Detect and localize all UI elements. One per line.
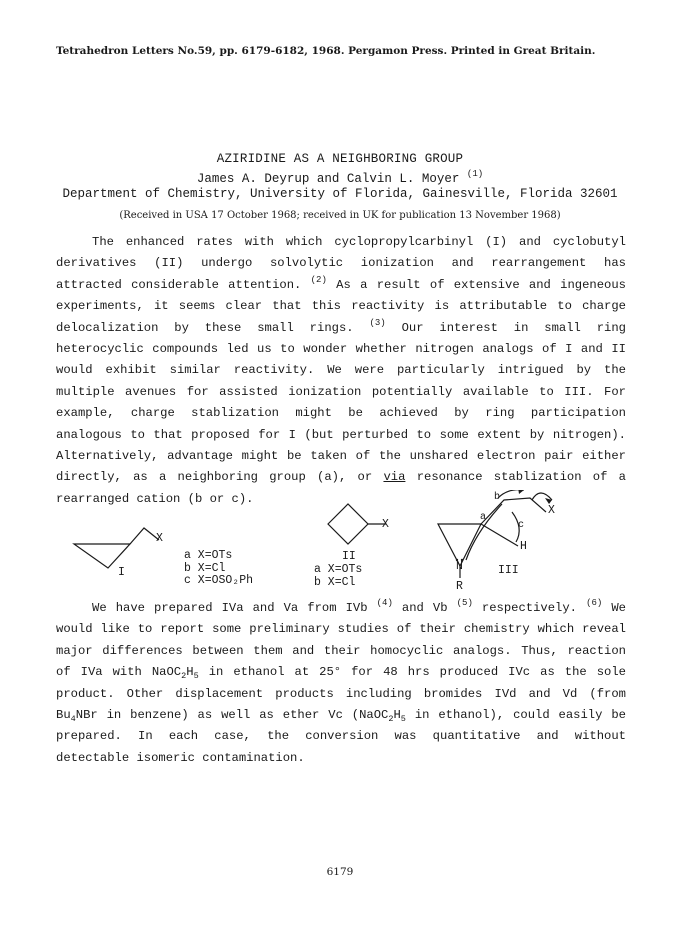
p1-text-4: resonance stablization of a rearranged cation (b or c).	[56, 470, 626, 506]
ii-label: II	[342, 550, 356, 563]
iii-x-label: X	[548, 504, 555, 517]
via-word: via	[383, 470, 406, 485]
p2-text-8: H	[393, 708, 401, 723]
ref-5: (5)	[456, 598, 473, 608]
p2-text-3: respectively.	[481, 601, 577, 615]
affiliation: Department of Chemistry, University of Florida, Gainesville, Florida 32601	[62, 187, 618, 201]
ref-6: (6)	[586, 598, 603, 608]
p2-text-6: in ethanol at 25° for 48 hrs produced IVc as the sole product. Other displacement products including bromides IVd and Vd (from Bu	[56, 665, 626, 723]
ii-x-label: X	[382, 518, 389, 531]
iii-a-label: a	[480, 512, 487, 523]
i-label: I	[118, 566, 125, 579]
ref-2: (2)	[310, 274, 327, 285]
article-title: AZIRIDINE AS A NEIGHBORING GROUP	[216, 152, 464, 166]
sub-5: 5	[400, 714, 406, 725]
p1-text-1: The enhanced rates with which cyclopropylcarbinyl (I) and cyclobutyl derivatives (II) undergo solvolytic ionization and rearrangement has attracted considerable attention.	[56, 235, 626, 292]
iii-chain	[481, 498, 546, 524]
iii-h-label: H	[520, 540, 527, 553]
sub-4: 2	[388, 714, 394, 725]
p1-text-2: As a result of extensive and ingeneous experiments, it seems clear that this reactivity is attributable to charge delocalization by these small rings.	[56, 277, 626, 335]
p2-text-1: We have prepared IVa and Va from IVb	[92, 601, 368, 615]
iii-n-label: N	[456, 560, 463, 573]
cyclobutane-ring	[328, 504, 368, 544]
p2-text-2: and Vb	[401, 601, 448, 615]
iii-label: III	[498, 564, 519, 577]
cyclopropane-ring	[74, 544, 130, 568]
p2-text-4: We would like to report some preliminary studies of their chemistry which reveal major differences between them and their homocyclic analogs. Thus, reaction of IVa with NaOC	[56, 601, 626, 680]
structures-figure	[56, 490, 636, 600]
i-x-label: X	[156, 532, 163, 545]
page-number: 6179	[326, 866, 354, 878]
arrow-x	[532, 493, 552, 500]
authors-footnote-ref: (1)	[466, 169, 484, 179]
ref-3: (3)	[369, 317, 386, 328]
iii-c-label: c	[518, 520, 525, 531]
p2-text-5: H	[186, 665, 194, 680]
iii-h-bond	[481, 524, 518, 546]
i-substituents: a X=OTs b X=Cl c X=OSO₂Ph	[184, 549, 254, 587]
ii-substituents: a X=OTs b X=Cl	[314, 563, 363, 589]
arrowhead-b	[518, 490, 524, 494]
author-names: James A. Deyrup and Calvin L. Moyer	[196, 172, 460, 186]
p2-text-9: in ethanol), could easily be prepared. In each case, the conversion was quantitative and without detectable isomeric contamination.	[56, 708, 626, 765]
sub-2: 5	[193, 671, 199, 682]
journal-header: Tetrahedron Letters No.59, pp. 6179-6182, 1968. Pergamon Press. Printed in Great Britain.	[56, 45, 596, 57]
carbinyl-bond	[130, 528, 159, 544]
paragraph-2	[56, 598, 626, 769]
sub-1: 2	[181, 671, 187, 682]
authors	[0, 169, 680, 186]
paragraph-1	[56, 232, 626, 510]
iii-r-label: R	[456, 580, 463, 593]
ref-4: (4)	[376, 598, 393, 608]
p2-text-7: NBr in benzene) as well as ether Vc (NaOC	[75, 708, 389, 723]
received-dates: (Received in USA 17 October 1968; received in UK for publication 13 November 1968)	[119, 210, 561, 221]
p1-text-3: Our interest in small ring heterocyclic compounds led us to wonder whether nitrogen analogs of I and II would exhibit similar reactivity. We were particularly intrigued by the multiple avenues for assisted ionization potentially available to III. For example, charge stablization might be achieved by ring participation analogous to that proposed for I (but perturbed to some extent by nitrogen). Alternatively, advantage might be taken of the unshared electron pair either directly, as a neighboring group (a), or	[56, 320, 626, 485]
sub-3: 4	[70, 714, 76, 725]
iii-b-label: b	[494, 492, 501, 503]
